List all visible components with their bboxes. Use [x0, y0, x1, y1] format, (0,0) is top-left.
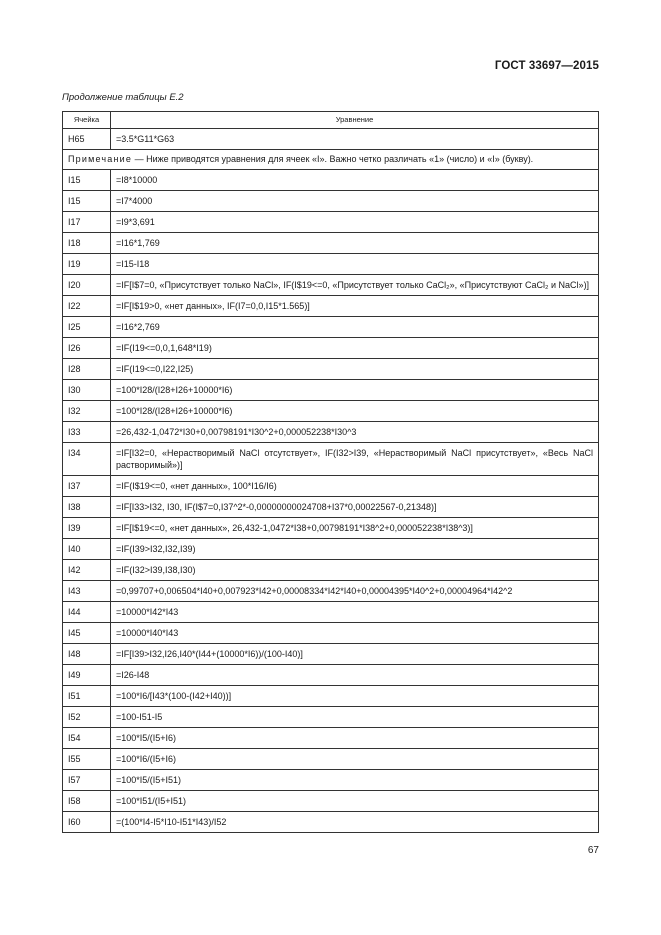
- table-row: [63, 623, 599, 644]
- cell-id: I30: [63, 380, 111, 401]
- cell-formula: =(100*I4-I5*I10-I51*I43)/I52: [111, 812, 599, 833]
- cell-id: I22: [63, 296, 111, 317]
- table-row: [63, 581, 599, 602]
- cell-formula: =100*I28/(I28+I26+10000*I6): [111, 401, 599, 422]
- cell-formula: =IF[I$7=0, «Присутствует только NaCl», IF(I$19<=0, «Присутствует только CaCl₂», «Присутствуют CaCl₂ и NaCl»)]: [111, 275, 599, 296]
- cell-formula: =I15-I18: [111, 254, 599, 275]
- cell-formula: =IF[I39>I32,I26,I40*(I44+(10000*I6))/(100-I40)]: [111, 644, 599, 665]
- cell-id: I15: [63, 191, 111, 212]
- cell-formula: =IF[I32=0, «Нерастворимый NaCl отсутствует», IF(I32>I39, «Нерастворимый NaCl присутствует», «Весь NaCl растворимый»)]: [111, 443, 599, 476]
- table-row: [63, 644, 599, 665]
- table-row: [63, 665, 599, 686]
- cell-formula: =100*I5/(I5+I51): [111, 770, 599, 791]
- cell-id: I34: [63, 443, 111, 476]
- cell-formula: =IF(I19<=0,I22,I25): [111, 359, 599, 380]
- cell-id: I51: [63, 686, 111, 707]
- table-note-body: [63, 150, 599, 170]
- cell-formula: =IF[I33>I32, I30, IF(I$7=0,I37^2*-0,00000000024708+I37*0,00022567-0,21348)]: [111, 497, 599, 518]
- table-row: [63, 686, 599, 707]
- cell-id: I49: [63, 665, 111, 686]
- cell-id: I32: [63, 401, 111, 422]
- cell-formula: =100*I5/(I5+I6): [111, 728, 599, 749]
- cell-formula: =IF(I19<=0,0,1,648*I19): [111, 338, 599, 359]
- table-row: [63, 560, 599, 581]
- cell-formula: =100*I6/(I5+I6): [111, 749, 599, 770]
- table-row: [63, 233, 599, 254]
- table-row: [63, 707, 599, 728]
- table-row: [63, 497, 599, 518]
- cell-formula: =I7*4000: [111, 191, 599, 212]
- cell-id: I25: [63, 317, 111, 338]
- cell-id: I17: [63, 212, 111, 233]
- cell-formula: =I8*10000: [111, 170, 599, 191]
- cell-id: I33: [63, 422, 111, 443]
- cell-id: I19: [63, 254, 111, 275]
- cell-id: I48: [63, 644, 111, 665]
- cell-formula: =100*I51/(I5+I51): [111, 791, 599, 812]
- cell-formula: =3.5*G11*G63: [111, 129, 599, 150]
- table-row: [63, 170, 599, 191]
- cell-formula: =IF[I$19<=0, «нет данных», 26,432-1,0472*I38+0,00798191*I38^2+0,000052238*I38^3)]: [111, 518, 599, 539]
- cell-id: H65: [63, 129, 111, 150]
- cell-formula: =I26-I48: [111, 665, 599, 686]
- table-row: [63, 338, 599, 359]
- table-row: [63, 749, 599, 770]
- cell-formula: =IF(I32>I39,I38,I30): [111, 560, 599, 581]
- cell-id: I58: [63, 791, 111, 812]
- cell-id: I39: [63, 518, 111, 539]
- cell-id: I26: [63, 338, 111, 359]
- cell-id: I42: [63, 560, 111, 581]
- equations-table: [62, 111, 599, 833]
- cell-formula: =I16*2,769: [111, 317, 599, 338]
- cell-formula: =10000*I40*I43: [111, 623, 599, 644]
- table-row: [63, 275, 599, 296]
- table-row: [63, 401, 599, 422]
- table-row: [63, 443, 599, 476]
- cell-id: I55: [63, 749, 111, 770]
- note-row: [63, 150, 599, 170]
- table-row: [63, 422, 599, 443]
- table-row: [63, 518, 599, 539]
- table-row: [63, 476, 599, 497]
- table-caption: Продолжение таблицы Е.2: [62, 92, 184, 103]
- note-text: — Ниже приводятся уравнения для ячеек «I». Важно четко различать «1» (число) и «I» (букву).: [132, 154, 534, 164]
- cell-id: I40: [63, 539, 111, 560]
- table-row: [63, 212, 599, 233]
- table-row: [63, 254, 599, 275]
- table-row: [63, 770, 599, 791]
- cell-id: I52: [63, 707, 111, 728]
- note-label: Примечание: [68, 154, 133, 164]
- table-row: [63, 602, 599, 623]
- column-header-cell: Ячейка: [63, 112, 111, 129]
- table-row: [63, 728, 599, 749]
- cell-formula: =0,99707+0,006504*I40+0,007923*I42+0,00008334*I42*I40+0,00004395*I40^2+0,00004964*I42^2: [111, 581, 599, 602]
- cell-formula: =I16*1,769: [111, 233, 599, 254]
- cell-formula: =10000*I42*I43: [111, 602, 599, 623]
- cell-id: I15: [63, 170, 111, 191]
- table-row: [63, 129, 599, 150]
- table-row: [63, 791, 599, 812]
- cell-id: I38: [63, 497, 111, 518]
- cell-id: I45: [63, 623, 111, 644]
- cell-formula: =100-I51-I5: [111, 707, 599, 728]
- table-body: [63, 170, 599, 833]
- cell-formula: =100*I28/(I28+I26+10000*I6): [111, 380, 599, 401]
- page-number: 67: [587, 845, 599, 856]
- table-row: [63, 296, 599, 317]
- cell-formula: =IF[I$19>0, «нет данных», IF(I7=0,0,I15*1.565)]: [111, 296, 599, 317]
- table-row: [63, 359, 599, 380]
- cell-id: I37: [63, 476, 111, 497]
- table-row: [63, 539, 599, 560]
- cell-id: I60: [63, 812, 111, 833]
- cell-id: I57: [63, 770, 111, 791]
- cell-id: I43: [63, 581, 111, 602]
- table-row: [63, 191, 599, 212]
- cell-formula: =26,432-1,0472*I30+0,00798191*I30^2+0,000052238*I30^3: [111, 422, 599, 443]
- cell-id: I54: [63, 728, 111, 749]
- table-row: [63, 812, 599, 833]
- document-header: ГОСТ 33697—2015: [494, 60, 599, 72]
- column-header-equation: Уравнение: [111, 112, 599, 129]
- table-row: [63, 380, 599, 401]
- cell-formula: =IF(I39>I32,I32,I39): [111, 539, 599, 560]
- cell-id: I20: [63, 275, 111, 296]
- table-row: [63, 317, 599, 338]
- cell-id: I28: [63, 359, 111, 380]
- cell-id: I18: [63, 233, 111, 254]
- table-note: [63, 150, 599, 170]
- cell-id: I44: [63, 602, 111, 623]
- table-header-row: [63, 112, 599, 129]
- cell-formula: =100*I6/[I43*(100-(I42+I40))]: [111, 686, 599, 707]
- cell-formula: =I9*3,691: [111, 212, 599, 233]
- table-body-pre: [63, 129, 599, 150]
- cell-formula: =IF(I$19<=0, «нет данных», 100*I16/I6): [111, 476, 599, 497]
